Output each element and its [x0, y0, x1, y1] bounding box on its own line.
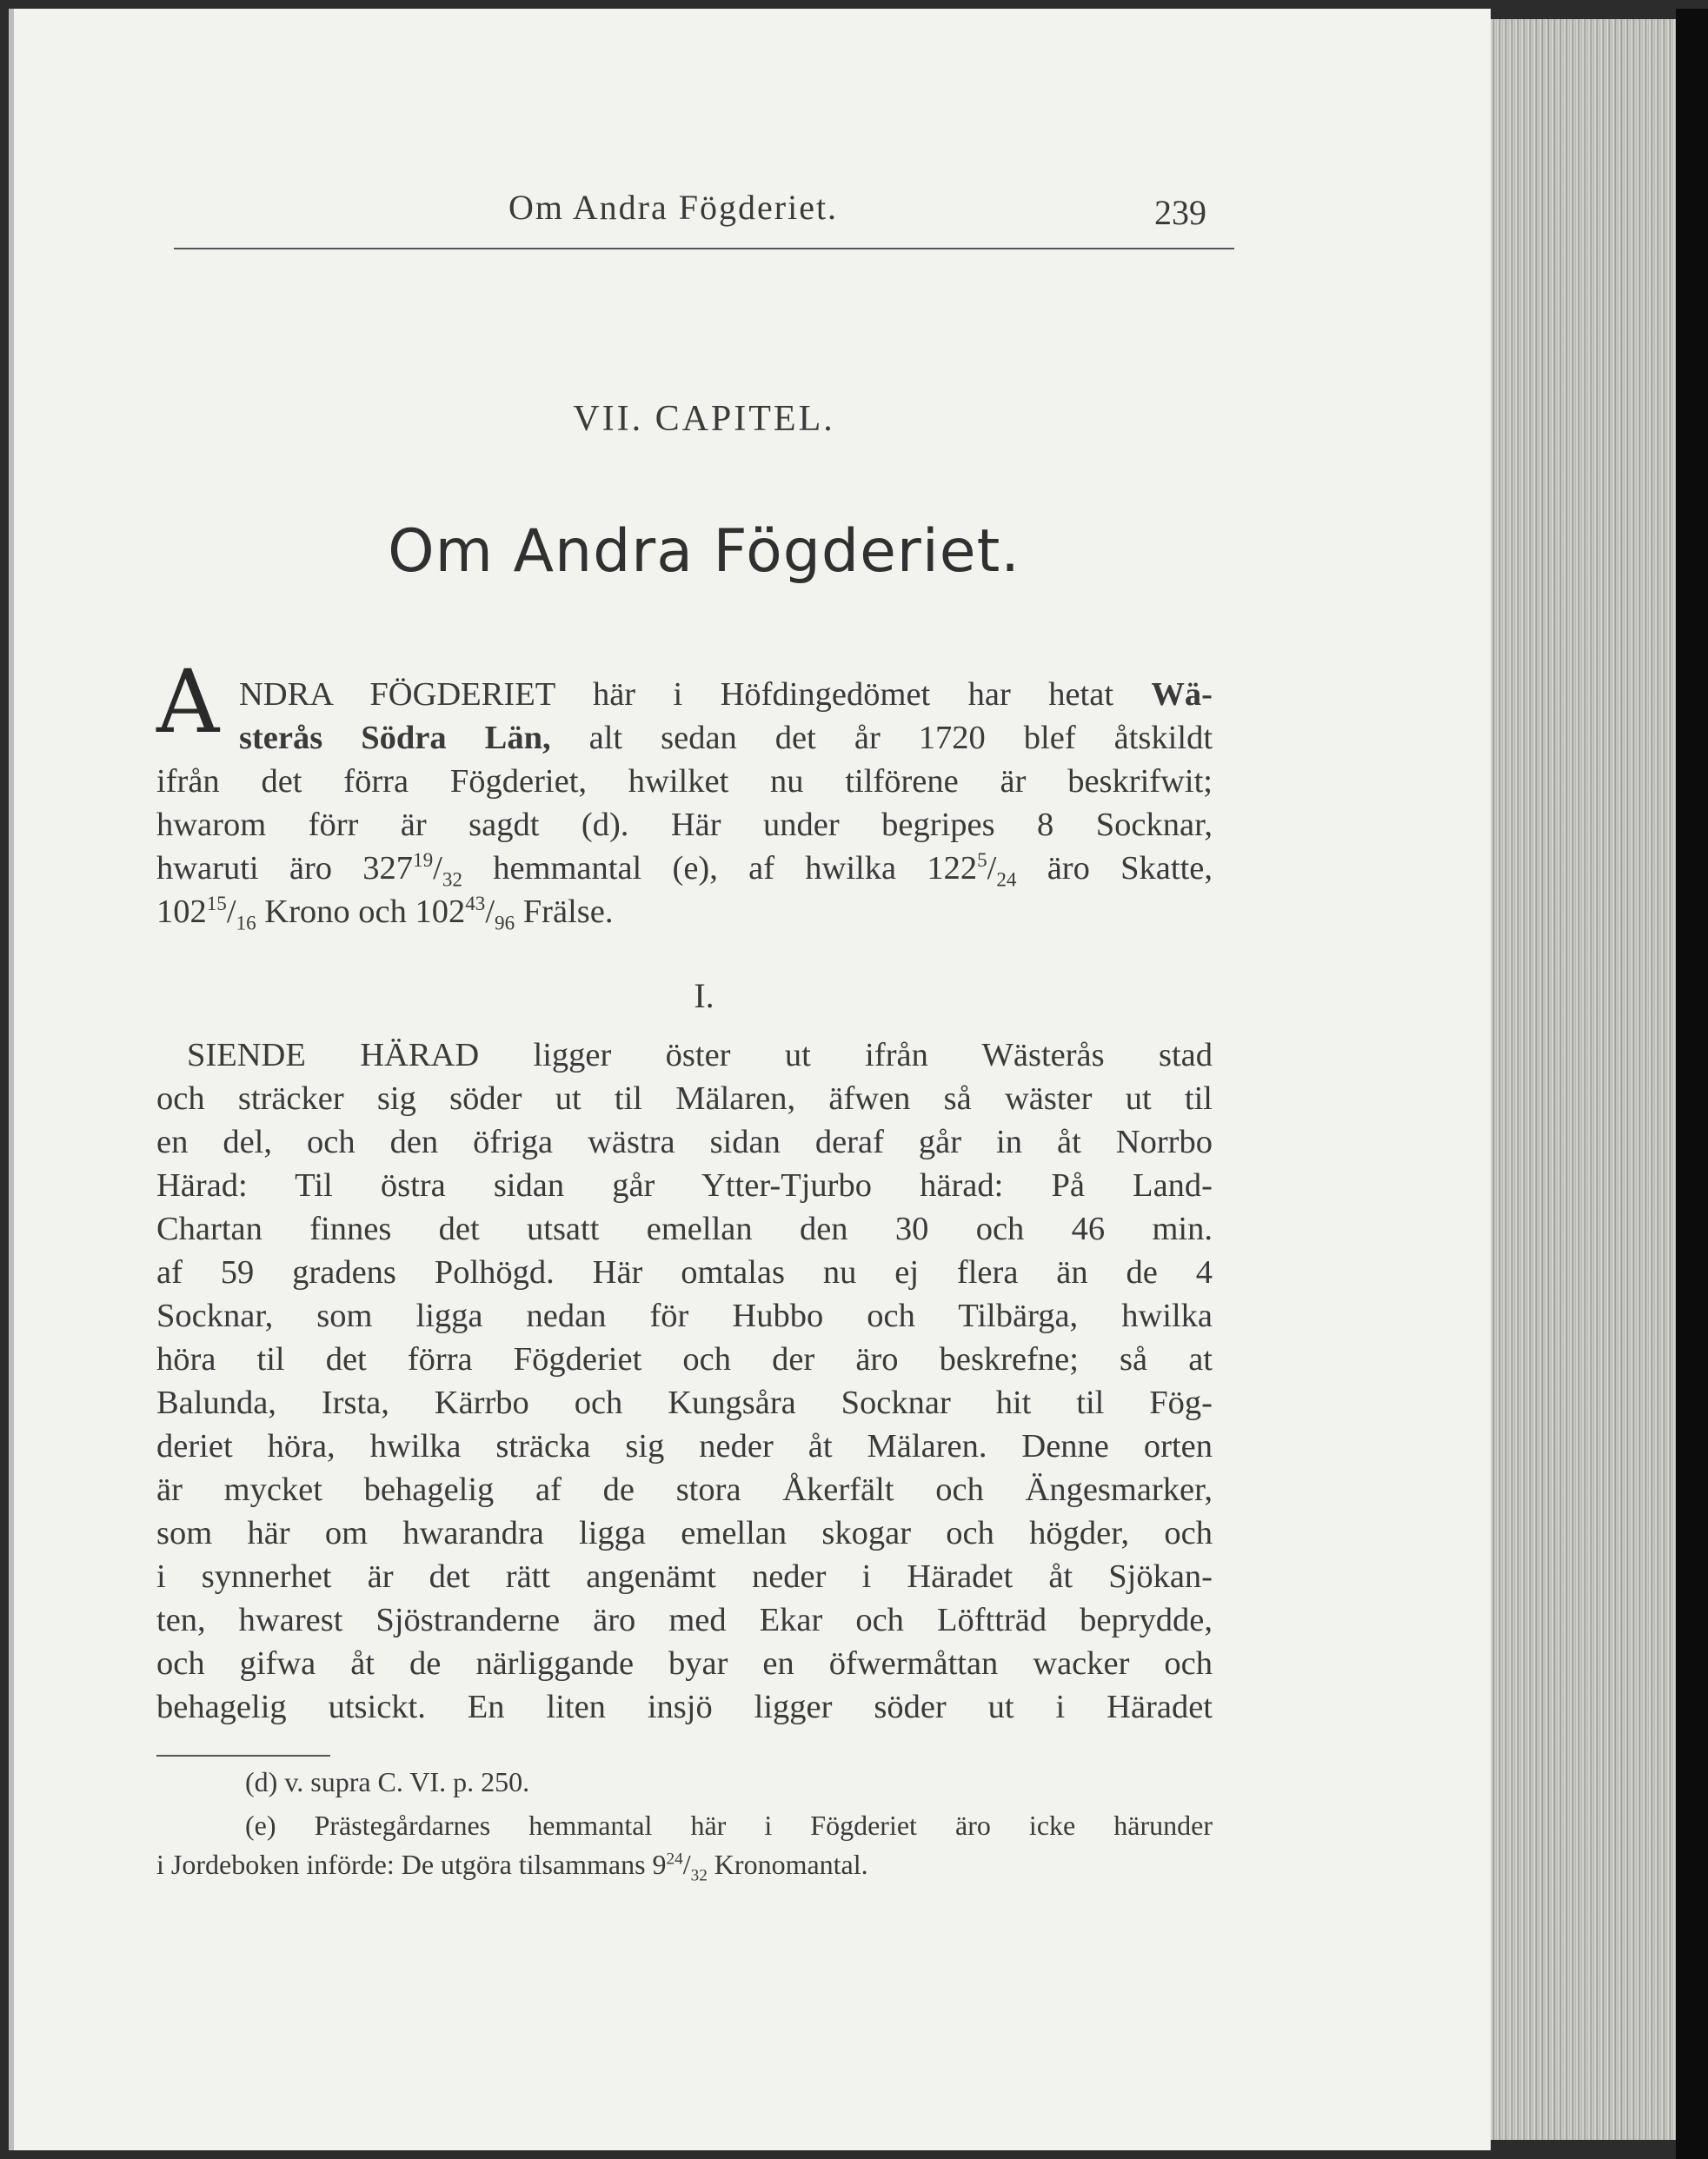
intro-line-5: hwaruti äro $327^{19}/_{32}$ hemmantal (e), af hwilka $122^5/_{24}$ äro Skatte, — [156, 848, 1213, 891]
paragraph-line: ten, hwarest Sjöstranderne äro med Ekar och Löftträd beprydde, — [156, 1602, 1213, 1638]
running-title: Om Andra Fögderiet. — [508, 188, 839, 227]
paragraph-line: deriet höra, hwilka sträcka sig neder åt Mälaren. Denne orten — [156, 1428, 1213, 1465]
drop-cap: A — [156, 651, 220, 753]
intro-line-1: NDRA FÖGDERIET här i Höfdingedömet har hetat Wä- — [239, 676, 1213, 713]
footnote-e-line-1: (e) Prästegårdarnes hemmantal här i Fögderiet äro icke härunder — [245, 1810, 1213, 1841]
paragraph-line: Härad: Til östra sidan går Ytter-Tjurbo härad: På Land- — [156, 1167, 1213, 1204]
section-numeral: I. — [694, 976, 714, 1015]
paragraph-line: en del, och den öfriga wästra sidan deraf går in åt Norrbo — [156, 1124, 1213, 1160]
book-page — [9, 9, 1491, 2150]
paragraph-line: och sträcker sig söder ut til Mälaren, äfwen så wäster ut til — [156, 1080, 1213, 1117]
page-number: 239 — [1154, 193, 1206, 232]
paragraph-line: som här om hwarandra ligga emellan skogar och högder, och — [156, 1515, 1213, 1551]
paragraph-line: Chartan finnes det utsatt emellan den 30 och 46 min. — [156, 1211, 1213, 1247]
paragraph-line: och gifwa åt de närliggande byar en öfwermåttan wacker och — [156, 1645, 1213, 1682]
footnote-rule — [156, 1755, 330, 1757]
paragraph-line: SIENDE HÄRAD ligger öster ut ifrån Wästerås stad — [187, 1037, 1213, 1073]
footnote-d: (d) v. supra C. VI. p. 250. — [245, 1766, 530, 1797]
paragraph-line: i synnerhet är det rätt angenämt neder i Häradet åt Sjökan- — [156, 1558, 1213, 1595]
book-page-edges — [1491, 19, 1691, 2140]
paragraph-line: är mycket behagelig af de stora Åkerfält och Ängesmarker, — [156, 1471, 1213, 1508]
paragraph-line: Socknar, som ligga nedan för Hubbo och Tilbärga, hwilka — [156, 1298, 1213, 1334]
paragraph-line: behagelig utsickt. En liten insjö ligger söder ut i Häradet — [156, 1689, 1213, 1725]
paragraph-line: Balunda, Irsta, Kärrbo och Kungsåra Socknar hit til Fög- — [156, 1385, 1213, 1421]
page-header — [174, 187, 1234, 249]
footnote-e-line-2: i Jordeboken införde: De utgöra tilsammans $9^{24}/_{32}$ Kronomantal. — [156, 1849, 868, 1885]
intro-line-6: $102^{15}/_{16}$ Krono och $102^{43}/_{96}$ Frälse. — [156, 892, 614, 934]
intro-line-3: ifrån det förra Fögderiet, hwilket nu tilförene är beskrifwit; — [156, 763, 1213, 800]
intro-line-2: sterås Södra Län, alt sedan det år 1720 blef åtskildt — [239, 720, 1213, 756]
intro-line-4: hwarom förr är sagdt (d). Här under begripes 8 Socknar, — [156, 807, 1213, 843]
section-heading: Om Andra Fögderiet. — [388, 517, 1020, 586]
paragraph-line: höra til det förra Fögderiet och der äro beskrefne; så at — [156, 1341, 1213, 1378]
book-spine-shadow — [1676, 9, 1708, 2159]
chapter-title: VII. CAPITEL. — [573, 399, 835, 439]
paragraph-line: af 59 gradens Polhögd. Här omtalas nu ej flera än de 4 — [156, 1254, 1213, 1291]
